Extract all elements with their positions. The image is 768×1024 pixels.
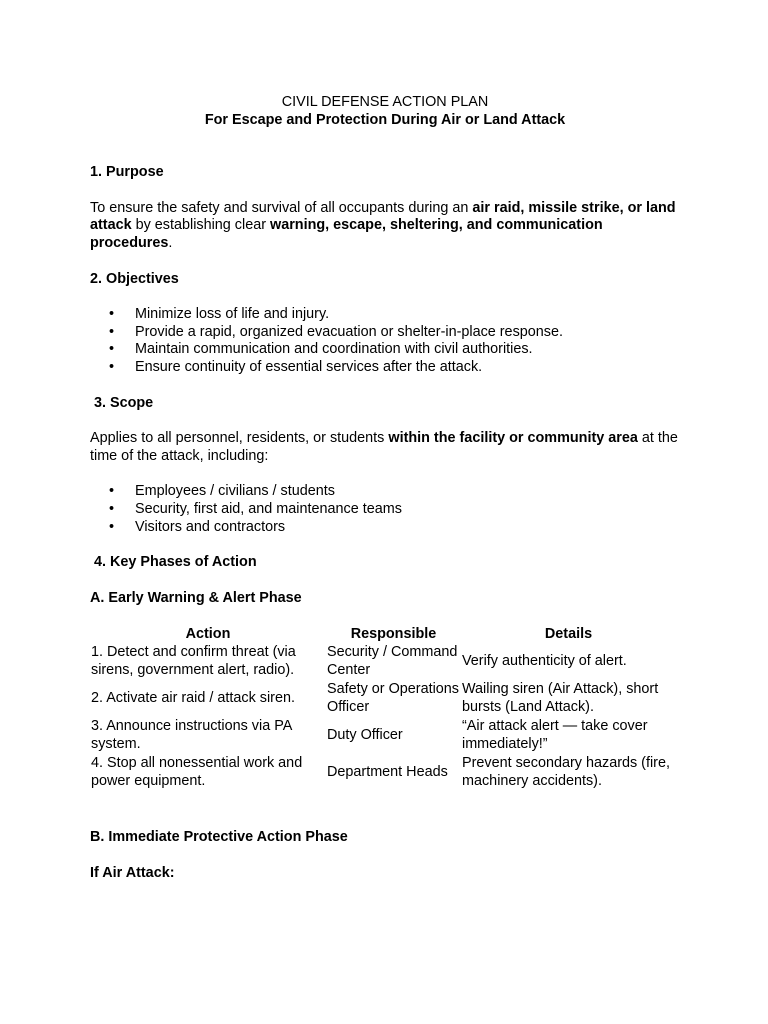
table-cell: Prevent secondary hazards (fire, machinery accidents). (462, 755, 670, 789)
purpose-text-3: . (168, 234, 173, 251)
table-cell: Security / Command Center (327, 644, 458, 678)
phase-b-heading: B. Immediate Protective Action Phase (90, 829, 348, 846)
table-cell: Safety or Operations Officer (327, 681, 459, 715)
list-item: • Visitors and contractors (135, 519, 680, 537)
table-cell: Wailing siren (Air Attack), short bursts (Land Attack). (462, 681, 659, 715)
table-header-row (90, 623, 676, 643)
document-subtitle: For Escape and Protection During Air or Land Attack (204, 111, 566, 128)
table-cell: 1. Detect and confirm threat (via sirens, government alert, radio). (91, 644, 296, 678)
table-cell: 4. Stop all nonessential work and power equipment. (91, 755, 303, 789)
purpose-bold-2: warning, escape, sheltering, and communication procedures (90, 217, 603, 251)
phase-a-heading: A. Early Warning & Alert Phase (90, 589, 302, 606)
table-cell: 2. Activate air raid / attack siren. (91, 689, 295, 706)
scope-text-1: Applies to all personnel, residents, or students (90, 430, 389, 447)
scope-paragraph (90, 430, 680, 465)
table-cell: “Air attack alert — take cover immediately!” (462, 718, 648, 752)
column-header-responsible: Responsible (350, 625, 437, 642)
list-item: • Maintain communication and coordination with civil authorities. (135, 341, 680, 359)
column-header-action: Action (185, 625, 231, 642)
list-item: • Security, first aid, and maintenance teams (135, 501, 680, 519)
table-row (90, 643, 676, 680)
table-row (90, 754, 676, 791)
objectives-heading: 2. Objectives (90, 270, 179, 287)
document-page (90, 94, 680, 882)
purpose-text-2: by establishing clear (131, 217, 270, 234)
phases-heading: 4. Key Phases of Action (90, 554, 257, 571)
table-cell: Duty Officer (327, 726, 403, 743)
scope-list (90, 483, 680, 536)
list-item: • Minimize loss of life and injury. (135, 306, 680, 324)
table-cell: 3. Announce instructions via PA system. (91, 718, 292, 752)
scope-heading: 3. Scope (90, 394, 154, 411)
list-item: • Provide a rapid, organized evacuation or shelter-in-place response. (135, 324, 680, 342)
table-cell: Verify authenticity of alert. (462, 652, 627, 669)
list-item: • Ensure continuity of essential services after the attack. (135, 359, 680, 377)
scope-bold-1: within the facility or community area (388, 430, 638, 447)
objectives-list (90, 306, 680, 376)
air-attack-subheading: If Air Attack: (90, 864, 175, 881)
scope-text-2: at the time of the attack, including: (90, 430, 678, 464)
column-header-details: Details (544, 625, 593, 642)
document-title: CIVIL DEFENSE ACTION PLAN (281, 94, 489, 110)
table-row (90, 680, 676, 717)
table-cell: Department Heads (327, 763, 448, 780)
table-row (90, 717, 676, 754)
purpose-bold-1: air raid, missile strike, or land attack (90, 199, 676, 234)
early-warning-table (90, 623, 676, 791)
purpose-paragraph (90, 200, 680, 253)
purpose-text-1: To ensure the safety and survival of all occupants during an (90, 199, 473, 216)
purpose-heading: 1. Purpose (90, 164, 164, 181)
list-item: • Employees / civilians / students (135, 483, 680, 501)
